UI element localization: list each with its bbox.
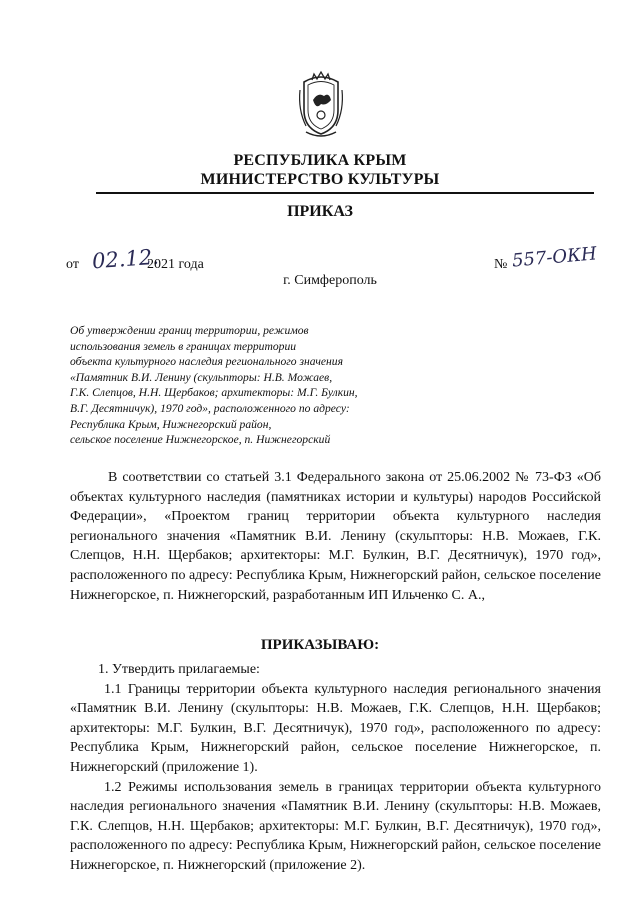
directive-heading: ПРИКАЗЫВАЮ: bbox=[260, 637, 380, 653]
coat-of-arms-emblem bbox=[296, 70, 346, 138]
handwritten-order-number: 557-ОКН bbox=[511, 243, 598, 272]
subject-line: В.Г. Десятничук), 1970 год», расположенного по адресу: bbox=[70, 401, 350, 415]
subject-line: объекта культурного наследия регионального значения bbox=[70, 355, 343, 369]
item-1-1: 1.1 Границы территории объекта культурного наследия регионального значения «Памятник В.И. Ленину (скульпторы: Н.В. Можаев, Г.К. Слепцов, Н.Н. Щербаков; архитекторы: М.Г. Булкин, В.Г. Десятничук), 1970 год», расположенного по адресу: Республика Крым, Нижнегорский район, сельское поселение Нижнегорское, п. Нижнегорский (приложение 1). bbox=[70, 681, 601, 775]
ministry-heading: МИНИСТЕРСТВО КУЛЬТУРЫ bbox=[200, 171, 440, 188]
order-title: ПРИКАЗ bbox=[287, 203, 353, 220]
order-items bbox=[70, 660, 601, 876]
subject-line: «Памятник В.И. Ленину (скульпторы: Н.В. Можаев, bbox=[70, 370, 333, 384]
number-sign: № bbox=[494, 257, 508, 272]
subject-line: использования земель в границах территории bbox=[70, 339, 297, 353]
item-1-2: 1.2 Режимы использования земель в границах территории объекта культурного наследия регионального значения «Памятник В.И. Ленину (скульпторы: Н.В. Можаев, Г.К. Слепцов, Н.Н. Щербаков; архитекторы: М.Г. Булкин, В.Г. Десятничук), 1970 год», расположенного по адресу: Республика Крым, Нижнегорский район, сельское поселение Нижнегорское, п. Нижнегорский (приложение 2). bbox=[70, 779, 601, 873]
preamble-paragraph: В соответствии со статьей 3.1 Федерального закона от 25.06.2002 № 73-ФЗ «Об объектах культурного наследия (памятниках истории и культуры) народов Российской Федерации», «Проектом границ территории объекта культурного наследия регионального значения «Памятник В.И. Ленину (скульпторы: Н.В. Можаев, Г.К. Слепцов, Н.Н. Щербаков; архитекторы: М.Г. Булкин, В.Г. Десятничук), 1970 год», расположенного по адресу: Республика Крым, Нижнегорский район, сельское поселение Нижнегорское, п. Нижнегорский, разработанным ИП Ильченко С. А., bbox=[70, 470, 601, 603]
order-year: 2021 года bbox=[147, 257, 204, 272]
item-1: 1. Утвердить прилагаемые: bbox=[98, 662, 260, 677]
subject-line: Г.К. Слепцов, Н.Н. Щербаков; архитекторы: М.Г. Булкин, bbox=[70, 386, 358, 400]
republic-heading: РЕСПУБЛИКА КРЫМ bbox=[233, 152, 407, 169]
header-divider bbox=[96, 192, 594, 194]
subject-line: Республика Крым, Нижнегорский район, bbox=[70, 417, 272, 431]
date-prefix: от bbox=[66, 257, 79, 272]
city-line: г. Симферополь bbox=[283, 273, 377, 288]
handwritten-date: 02.12. bbox=[91, 244, 160, 274]
preamble bbox=[70, 468, 601, 605]
subject-line: сельское поселение Нижнегорское, п. Нижнегорский bbox=[70, 433, 331, 447]
subject-line: Об утверждении границ территории, режимов bbox=[70, 324, 309, 337]
order-subject bbox=[70, 323, 390, 448]
